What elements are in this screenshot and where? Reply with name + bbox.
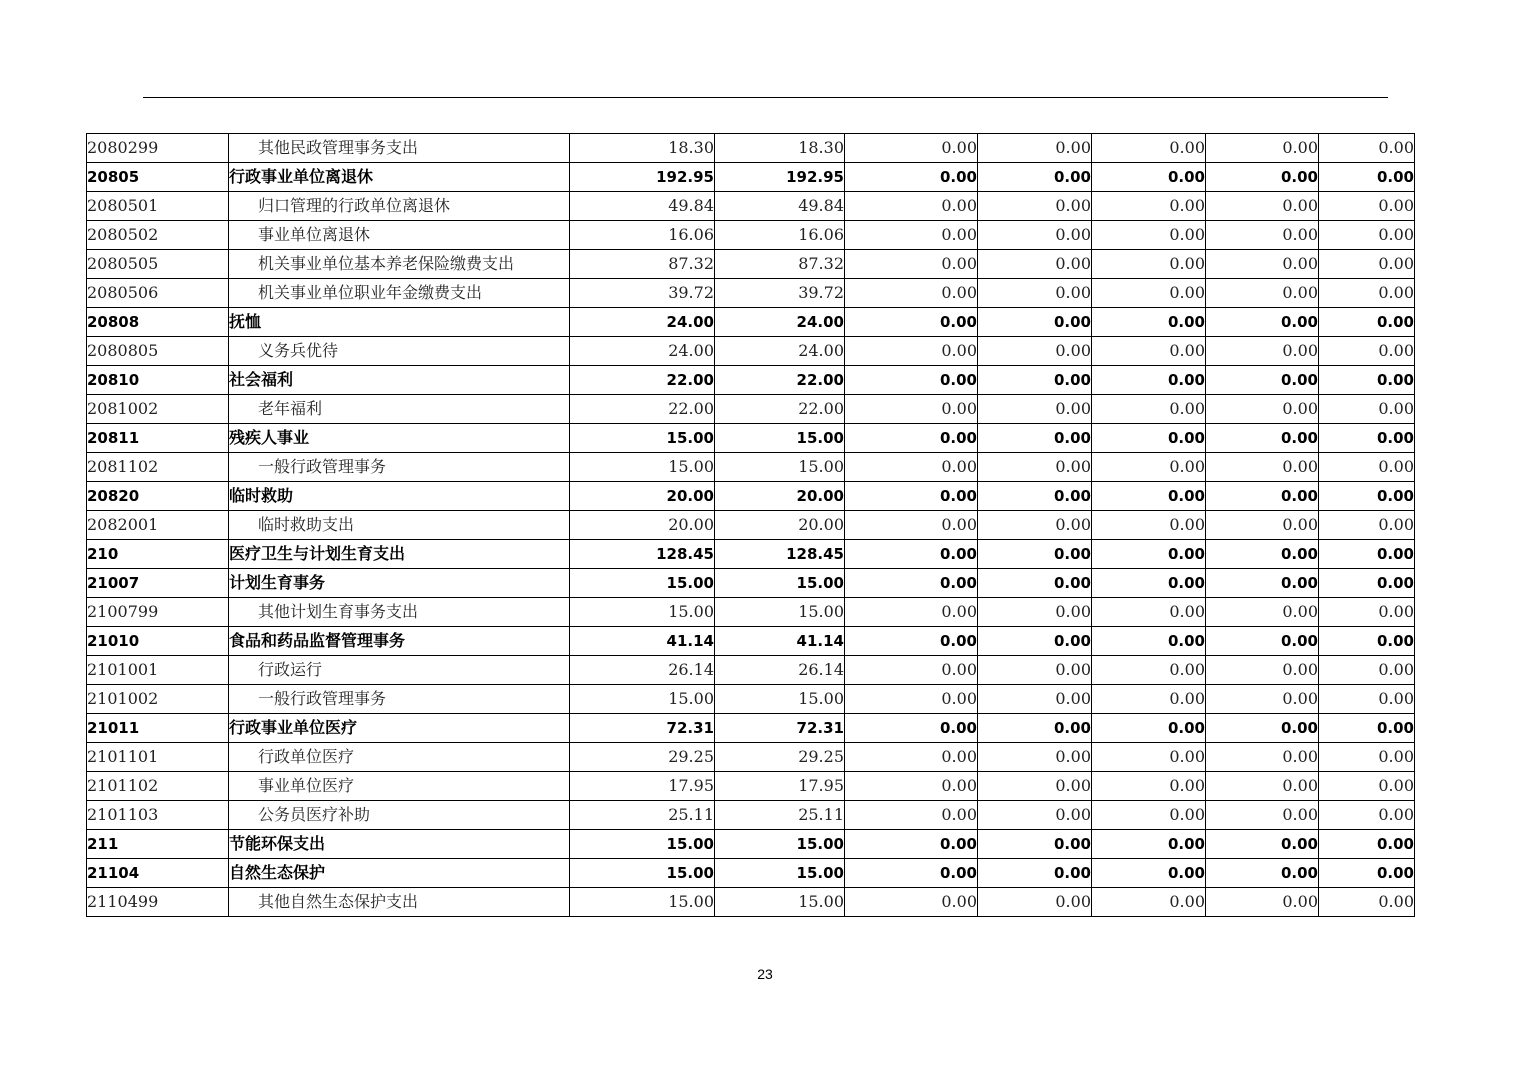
subject-code-cell: 210 — [87, 540, 229, 569]
subject-name-cell: 食品和药品监督管理事务 — [229, 627, 570, 656]
amount-cell: 0.00 — [1092, 192, 1206, 221]
amount-cell: 0.00 — [1206, 772, 1319, 801]
subject-code-cell: 2081102 — [87, 453, 229, 482]
amount-cell: 15.00 — [570, 830, 715, 859]
amount-cell: 16.06 — [715, 221, 845, 250]
amount-cell: 0.00 — [845, 250, 978, 279]
amount-cell: 22.00 — [715, 366, 845, 395]
subject-code-cell: 2080505 — [87, 250, 229, 279]
amount-cell: 25.11 — [570, 801, 715, 830]
subject-code-cell: 2080502 — [87, 221, 229, 250]
subject-name-cell: 一般行政管理事务 — [229, 685, 570, 714]
amount-cell: 0.00 — [1319, 250, 1415, 279]
amount-cell: 192.95 — [715, 163, 845, 192]
amount-cell: 20.00 — [570, 482, 715, 511]
amount-cell: 0.00 — [1319, 888, 1415, 917]
amount-cell: 24.00 — [570, 337, 715, 366]
amount-cell: 0.00 — [978, 598, 1092, 627]
amount-cell: 26.14 — [715, 656, 845, 685]
amount-cell: 0.00 — [978, 627, 1092, 656]
table-row-group — [87, 569, 1415, 598]
subject-name-cell: 行政单位医疗 — [229, 743, 570, 772]
subject-name-cell: 计划生育事务 — [229, 569, 570, 598]
amount-cell: 0.00 — [978, 772, 1092, 801]
amount-cell: 0.00 — [1319, 772, 1415, 801]
budget-table — [86, 133, 1415, 917]
subject-code-cell: 2101101 — [87, 743, 229, 772]
amount-cell: 0.00 — [845, 888, 978, 917]
amount-cell: 15.00 — [715, 424, 845, 453]
amount-cell: 15.00 — [570, 569, 715, 598]
subject-name-cell: 其他自然生态保护支出 — [229, 888, 570, 917]
subject-code-cell: 20805 — [87, 163, 229, 192]
amount-cell: 0.00 — [1319, 163, 1415, 192]
amount-cell: 0.00 — [978, 801, 1092, 830]
amount-cell: 0.00 — [845, 192, 978, 221]
amount-cell: 0.00 — [978, 888, 1092, 917]
amount-cell: 0.00 — [1206, 656, 1319, 685]
table-row — [87, 685, 1415, 714]
subject-name-cell: 公务员医疗补助 — [229, 801, 570, 830]
amount-cell: 0.00 — [1319, 424, 1415, 453]
subject-code-cell: 2080299 — [87, 134, 229, 163]
subject-code-cell: 20810 — [87, 366, 229, 395]
amount-cell: 20.00 — [570, 511, 715, 540]
amount-cell: 15.00 — [570, 453, 715, 482]
amount-cell: 15.00 — [715, 598, 845, 627]
amount-cell: 0.00 — [1206, 743, 1319, 772]
table-row-group — [87, 830, 1415, 859]
amount-cell: 15.00 — [570, 859, 715, 888]
amount-cell: 0.00 — [845, 540, 978, 569]
amount-cell: 0.00 — [1092, 888, 1206, 917]
amount-cell: 0.00 — [1319, 801, 1415, 830]
table-row — [87, 888, 1415, 917]
subject-name-cell: 自然生态保护 — [229, 859, 570, 888]
subject-code-cell: 20820 — [87, 482, 229, 511]
subject-name-cell: 义务兵优待 — [229, 337, 570, 366]
amount-cell: 0.00 — [1092, 308, 1206, 337]
table-row — [87, 279, 1415, 308]
amount-cell: 0.00 — [845, 685, 978, 714]
subject-code-cell: 2082001 — [87, 511, 229, 540]
amount-cell: 0.00 — [1319, 395, 1415, 424]
amount-cell: 0.00 — [1319, 279, 1415, 308]
amount-cell: 0.00 — [845, 395, 978, 424]
amount-cell: 0.00 — [1319, 656, 1415, 685]
amount-cell: 0.00 — [845, 627, 978, 656]
subject-name-cell: 事业单位医疗 — [229, 772, 570, 801]
amount-cell: 0.00 — [845, 569, 978, 598]
amount-cell: 0.00 — [1319, 482, 1415, 511]
subject-name-cell: 医疗卫生与计划生育支出 — [229, 540, 570, 569]
table-row — [87, 395, 1415, 424]
amount-cell: 0.00 — [1206, 366, 1319, 395]
subject-name-cell: 社会福利 — [229, 366, 570, 395]
amount-cell: 0.00 — [845, 511, 978, 540]
amount-cell: 0.00 — [1206, 859, 1319, 888]
amount-cell: 15.00 — [715, 830, 845, 859]
subject-name-cell: 机关事业单位基本养老保险缴费支出 — [229, 250, 570, 279]
subject-code-cell: 20811 — [87, 424, 229, 453]
amount-cell: 0.00 — [978, 279, 1092, 308]
amount-cell: 0.00 — [1206, 453, 1319, 482]
amount-cell: 15.00 — [570, 685, 715, 714]
amount-cell: 0.00 — [1206, 424, 1319, 453]
amount-cell: 0.00 — [1319, 540, 1415, 569]
subject-code-cell: 21007 — [87, 569, 229, 598]
amount-cell: 18.30 — [570, 134, 715, 163]
subject-code-cell: 2101102 — [87, 772, 229, 801]
amount-cell: 16.06 — [570, 221, 715, 250]
subject-code-cell: 20808 — [87, 308, 229, 337]
subject-code-cell: 2081002 — [87, 395, 229, 424]
amount-cell: 0.00 — [978, 714, 1092, 743]
amount-cell: 0.00 — [1092, 337, 1206, 366]
amount-cell: 0.00 — [978, 859, 1092, 888]
amount-cell: 0.00 — [1319, 830, 1415, 859]
amount-cell: 39.72 — [570, 279, 715, 308]
subject-name-cell: 其他计划生育事务支出 — [229, 598, 570, 627]
subject-name-cell: 抚恤 — [229, 308, 570, 337]
table-row-group — [87, 714, 1415, 743]
amount-cell: 87.32 — [570, 250, 715, 279]
amount-cell: 0.00 — [1092, 598, 1206, 627]
amount-cell: 41.14 — [570, 627, 715, 656]
subject-name-cell: 一般行政管理事务 — [229, 453, 570, 482]
table-row-group — [87, 627, 1415, 656]
amount-cell: 0.00 — [1319, 569, 1415, 598]
amount-cell: 0.00 — [845, 801, 978, 830]
amount-cell: 15.00 — [715, 888, 845, 917]
subject-name-cell: 行政事业单位医疗 — [229, 714, 570, 743]
amount-cell: 128.45 — [570, 540, 715, 569]
amount-cell: 0.00 — [1319, 453, 1415, 482]
amount-cell: 0.00 — [1092, 366, 1206, 395]
amount-cell: 0.00 — [1092, 743, 1206, 772]
table-row — [87, 134, 1415, 163]
table-row-group — [87, 366, 1415, 395]
amount-cell: 0.00 — [1206, 163, 1319, 192]
table-body — [87, 134, 1415, 917]
amount-cell: 0.00 — [1206, 511, 1319, 540]
amount-cell: 0.00 — [845, 134, 978, 163]
amount-cell: 0.00 — [1206, 714, 1319, 743]
amount-cell: 24.00 — [715, 308, 845, 337]
subject-code-cell: 21011 — [87, 714, 229, 743]
amount-cell: 0.00 — [845, 482, 978, 511]
amount-cell: 0.00 — [1092, 569, 1206, 598]
amount-cell: 0.00 — [978, 453, 1092, 482]
amount-cell: 0.00 — [1206, 685, 1319, 714]
subject-name-cell: 行政运行 — [229, 656, 570, 685]
subject-code-cell: 2101002 — [87, 685, 229, 714]
subject-code-cell: 2080501 — [87, 192, 229, 221]
amount-cell: 17.95 — [570, 772, 715, 801]
amount-cell: 0.00 — [978, 221, 1092, 250]
amount-cell: 15.00 — [715, 569, 845, 598]
amount-cell: 0.00 — [1319, 714, 1415, 743]
amount-cell: 0.00 — [1319, 685, 1415, 714]
amount-cell: 49.84 — [715, 192, 845, 221]
amount-cell: 0.00 — [1092, 395, 1206, 424]
amount-cell: 0.00 — [1206, 337, 1319, 366]
amount-cell: 0.00 — [1092, 714, 1206, 743]
table-row-group — [87, 424, 1415, 453]
amount-cell: 0.00 — [1206, 888, 1319, 917]
amount-cell: 22.00 — [715, 395, 845, 424]
amount-cell: 0.00 — [1319, 366, 1415, 395]
amount-cell: 0.00 — [978, 830, 1092, 859]
amount-cell: 0.00 — [978, 337, 1092, 366]
amount-cell: 72.31 — [570, 714, 715, 743]
amount-cell: 24.00 — [570, 308, 715, 337]
amount-cell: 0.00 — [1092, 511, 1206, 540]
amount-cell: 0.00 — [1092, 540, 1206, 569]
table-row — [87, 598, 1415, 627]
amount-cell: 0.00 — [978, 134, 1092, 163]
table-row — [87, 743, 1415, 772]
table-row — [87, 221, 1415, 250]
subject-name-cell: 事业单位离退休 — [229, 221, 570, 250]
amount-cell: 0.00 — [1092, 163, 1206, 192]
page-number: 23 — [757, 966, 773, 982]
table-row — [87, 337, 1415, 366]
subject-name-cell: 老年福利 — [229, 395, 570, 424]
amount-cell: 87.32 — [715, 250, 845, 279]
amount-cell: 15.00 — [570, 424, 715, 453]
subject-code-cell: 2101001 — [87, 656, 229, 685]
amount-cell: 0.00 — [978, 192, 1092, 221]
amount-cell: 0.00 — [845, 279, 978, 308]
amount-cell: 15.00 — [570, 598, 715, 627]
amount-cell: 0.00 — [978, 366, 1092, 395]
amount-cell: 0.00 — [1206, 801, 1319, 830]
subject-code-cell: 2101103 — [87, 801, 229, 830]
subject-name-cell: 临时救助支出 — [229, 511, 570, 540]
amount-cell: 0.00 — [1092, 801, 1206, 830]
amount-cell: 0.00 — [845, 453, 978, 482]
table-row-group — [87, 163, 1415, 192]
amount-cell: 0.00 — [845, 772, 978, 801]
amount-cell: 0.00 — [1092, 627, 1206, 656]
subject-code-cell: 21010 — [87, 627, 229, 656]
subject-name-cell: 残疾人事业 — [229, 424, 570, 453]
amount-cell: 0.00 — [845, 308, 978, 337]
amount-cell: 0.00 — [978, 163, 1092, 192]
subject-name-cell: 其他民政管理事务支出 — [229, 134, 570, 163]
subject-code-cell: 211 — [87, 830, 229, 859]
amount-cell: 0.00 — [978, 656, 1092, 685]
subject-code-cell: 2110499 — [87, 888, 229, 917]
subject-name-cell: 归口管理的行政单位离退休 — [229, 192, 570, 221]
amount-cell: 0.00 — [1319, 598, 1415, 627]
amount-cell: 0.00 — [845, 163, 978, 192]
amount-cell: 0.00 — [1206, 221, 1319, 250]
amount-cell: 72.31 — [715, 714, 845, 743]
amount-cell: 0.00 — [1206, 192, 1319, 221]
table-row — [87, 656, 1415, 685]
amount-cell: 0.00 — [978, 511, 1092, 540]
amount-cell: 128.45 — [715, 540, 845, 569]
amount-cell: 0.00 — [1206, 598, 1319, 627]
amount-cell: 18.30 — [715, 134, 845, 163]
amount-cell: 22.00 — [570, 395, 715, 424]
amount-cell: 0.00 — [1206, 134, 1319, 163]
amount-cell: 0.00 — [1319, 337, 1415, 366]
amount-cell: 0.00 — [1092, 134, 1206, 163]
amount-cell: 0.00 — [978, 308, 1092, 337]
amount-cell: 0.00 — [845, 859, 978, 888]
amount-cell: 0.00 — [1092, 482, 1206, 511]
amount-cell: 0.00 — [1206, 308, 1319, 337]
amount-cell: 0.00 — [978, 424, 1092, 453]
amount-cell: 29.25 — [715, 743, 845, 772]
amount-cell: 0.00 — [1319, 221, 1415, 250]
amount-cell: 49.84 — [570, 192, 715, 221]
subject-code-cell: 2080506 — [87, 279, 229, 308]
subject-name-cell: 节能环保支出 — [229, 830, 570, 859]
header-rule — [143, 97, 1388, 98]
amount-cell: 0.00 — [1092, 859, 1206, 888]
amount-cell: 0.00 — [845, 656, 978, 685]
subject-name-cell: 机关事业单位职业年金缴费支出 — [229, 279, 570, 308]
amount-cell: 0.00 — [1092, 830, 1206, 859]
subject-code-cell: 21104 — [87, 859, 229, 888]
table-row-group — [87, 308, 1415, 337]
amount-cell: 15.00 — [715, 685, 845, 714]
table-row — [87, 192, 1415, 221]
table-row — [87, 250, 1415, 279]
amount-cell: 15.00 — [715, 453, 845, 482]
amount-cell: 0.00 — [978, 250, 1092, 279]
amount-cell: 0.00 — [978, 540, 1092, 569]
amount-cell: 0.00 — [1206, 279, 1319, 308]
table-row-group — [87, 540, 1415, 569]
amount-cell: 0.00 — [1319, 308, 1415, 337]
amount-cell: 0.00 — [978, 685, 1092, 714]
amount-cell: 0.00 — [845, 743, 978, 772]
table-row — [87, 772, 1415, 801]
table-row-group — [87, 859, 1415, 888]
amount-cell: 20.00 — [715, 482, 845, 511]
amount-cell: 0.00 — [1206, 569, 1319, 598]
amount-cell: 15.00 — [715, 859, 845, 888]
amount-cell: 0.00 — [978, 482, 1092, 511]
amount-cell: 0.00 — [845, 830, 978, 859]
subject-code-cell: 2080805 — [87, 337, 229, 366]
table-row — [87, 453, 1415, 482]
amount-cell: 0.00 — [1092, 221, 1206, 250]
amount-cell: 0.00 — [1319, 627, 1415, 656]
amount-cell: 0.00 — [1319, 859, 1415, 888]
amount-cell: 0.00 — [1092, 279, 1206, 308]
amount-cell: 15.00 — [570, 888, 715, 917]
amount-cell: 0.00 — [1092, 772, 1206, 801]
amount-cell: 0.00 — [845, 598, 978, 627]
amount-cell: 0.00 — [845, 221, 978, 250]
amount-cell: 0.00 — [845, 424, 978, 453]
subject-name-cell: 行政事业单位离退休 — [229, 163, 570, 192]
table-row — [87, 801, 1415, 830]
amount-cell: 0.00 — [978, 395, 1092, 424]
amount-cell: 192.95 — [570, 163, 715, 192]
amount-cell: 0.00 — [978, 569, 1092, 598]
amount-cell: 0.00 — [845, 366, 978, 395]
amount-cell: 0.00 — [845, 337, 978, 366]
amount-cell: 0.00 — [1319, 192, 1415, 221]
amount-cell: 0.00 — [1206, 830, 1319, 859]
table-row-group — [87, 482, 1415, 511]
amount-cell: 0.00 — [1092, 453, 1206, 482]
amount-cell: 0.00 — [1206, 482, 1319, 511]
table-row — [87, 511, 1415, 540]
amount-cell: 20.00 — [715, 511, 845, 540]
amount-cell: 0.00 — [845, 714, 978, 743]
amount-cell: 0.00 — [1319, 743, 1415, 772]
amount-cell: 17.95 — [715, 772, 845, 801]
amount-cell: 0.00 — [1206, 250, 1319, 279]
amount-cell: 0.00 — [1092, 424, 1206, 453]
amount-cell: 0.00 — [1206, 627, 1319, 656]
amount-cell: 0.00 — [1092, 250, 1206, 279]
amount-cell: 41.14 — [715, 627, 845, 656]
amount-cell: 0.00 — [1092, 656, 1206, 685]
amount-cell: 26.14 — [570, 656, 715, 685]
amount-cell: 0.00 — [1319, 511, 1415, 540]
amount-cell: 39.72 — [715, 279, 845, 308]
amount-cell: 0.00 — [978, 743, 1092, 772]
subject-name-cell: 临时救助 — [229, 482, 570, 511]
amount-cell: 0.00 — [1206, 395, 1319, 424]
amount-cell: 22.00 — [570, 366, 715, 395]
amount-cell: 25.11 — [715, 801, 845, 830]
amount-cell: 0.00 — [1206, 540, 1319, 569]
amount-cell: 29.25 — [570, 743, 715, 772]
amount-cell: 0.00 — [1319, 134, 1415, 163]
amount-cell: 0.00 — [1092, 685, 1206, 714]
amount-cell: 24.00 — [715, 337, 845, 366]
subject-code-cell: 2100799 — [87, 598, 229, 627]
